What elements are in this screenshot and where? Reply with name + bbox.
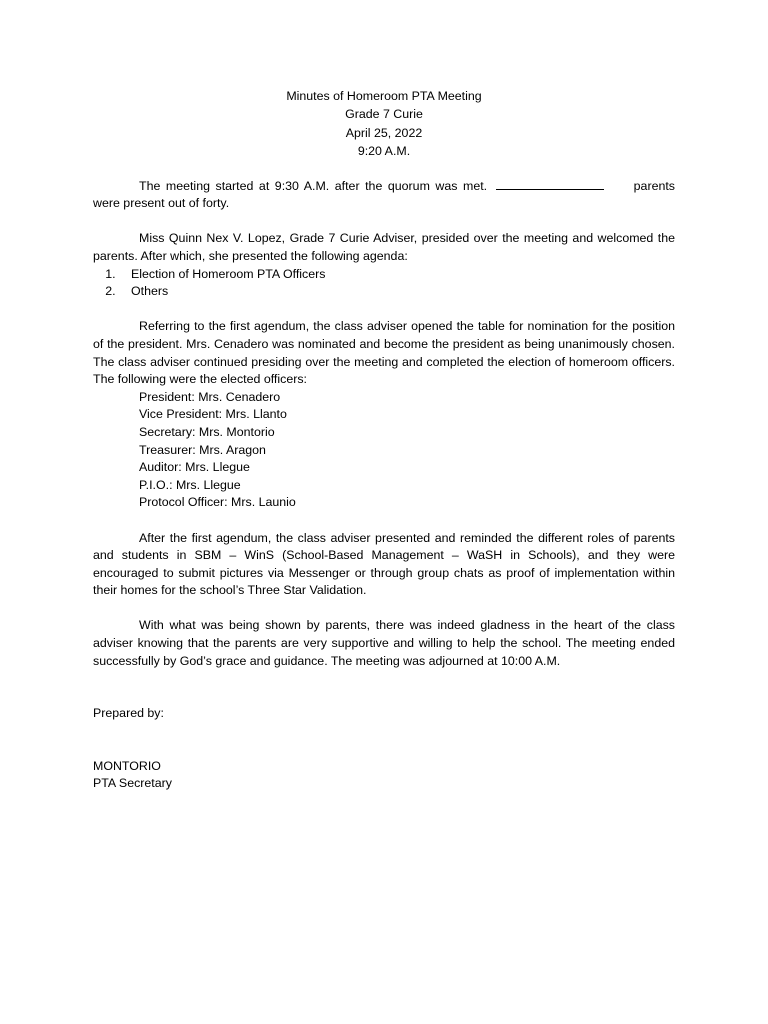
signatory-role: PTA Secretary [93,776,172,791]
prepared-by-label: Prepared by: [93,706,164,721]
paragraph-welcome: Miss Quinn Nex V. Lopez, Grade 7 Curie Adviser, presided over the meeting and welcomed the parents. After which, she presented the following agenda: [93,231,675,263]
agenda-item: 2. Others [119,283,675,301]
officer-entry: Secretary: Mrs. Montorio [139,424,275,439]
officer-entry: President: Mrs. Cenadero [139,389,281,404]
agenda-item: 1. Election of Homeroom PTA Officers [119,266,675,284]
officer-entry: P.I.O.: Mrs. Llegue [139,477,241,492]
attendance-text: The meeting started at 9:30 A.M. after the quorum was met. [139,178,488,193]
meeting-time: 9:20 A.M. [357,144,411,159]
officer-entry: Auditor: Mrs. Llegue [139,460,250,475]
paragraph-closing: With what was being shown by parents, there was indeed gladness in the heart of the class adviser knowing that the parents are very supportive and willing to help the school. The meeting ended successfully by God’s grace and guidance. The meeting was adjourned at 10:00 A.M. [93,618,675,668]
paragraph-attendance [93,178,675,213]
officers-list [139,389,675,512]
meeting-date: April 25, 2022 [345,125,423,140]
signatory-name: MONTORIO [93,758,161,773]
document-body [93,87,675,793]
class-section: Grade 7 Curie [345,107,423,122]
agenda-list [93,266,675,301]
officer-entry: Treasurer: Mrs. Aragon [139,442,266,457]
paragraph-election: Referring to the first agendum, the class adviser opened the table for nomination for the position of the president. Mrs. Cenadero was nominated and become the president as being unanimously chosen. The class adviser continued presiding over the meeting and completed the election of homeroom officers. The following were the elected officers: [93,319,675,387]
signature-block [93,705,675,793]
attendance-blank-line [496,178,604,190]
attendance-text-end: parents were present out of forty. [93,178,675,211]
document-title: Minutes of Homeroom PTA Meeting [286,89,482,103]
document-header [93,87,675,161]
paragraph-sbm-wins: After the first agendum, the class adviser presented and reminded the different roles of parents and students in SBM – WinS (School-Based Management – WaSH in Schools), and they were encouraged to submit pictures via Messenger or through group chats as proof of implementation within their homes for the school’s Three Star Validation. [93,530,675,598]
officer-entry: Protocol Officer: Mrs. Launio [139,495,296,510]
officer-entry: Vice President: Mrs. Llanto [139,407,287,422]
